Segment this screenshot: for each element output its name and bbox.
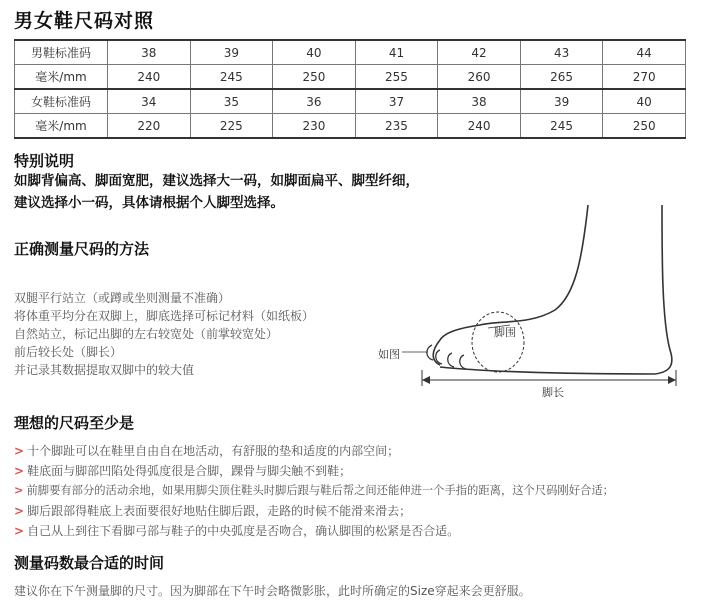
foot-drawing	[370, 200, 700, 400]
table-cell: 40	[603, 89, 686, 114]
table-cell: 34	[108, 89, 191, 114]
table-cell: 35	[190, 89, 273, 114]
table-cell: 260	[438, 65, 521, 90]
special-line-2: 建议选择小一码，具体请根据个人脚型选择。	[14, 195, 284, 211]
table-cell: 270	[603, 65, 686, 90]
bullet-arrow-icon: >	[14, 504, 25, 518]
table-cell: 38	[108, 40, 191, 65]
table-cell: 255	[355, 65, 438, 90]
table-cell: 245	[520, 114, 603, 139]
table-cell: 245	[190, 65, 273, 90]
table-cell: 40	[273, 40, 356, 65]
table-cell: 240	[438, 114, 521, 139]
table-cell: 44	[603, 40, 686, 65]
table-row	[15, 114, 686, 139]
table-cell: 230	[273, 114, 356, 139]
table-cell: 36	[273, 89, 356, 114]
table-cell: 225	[190, 114, 273, 139]
table-cell: 41	[355, 40, 438, 65]
size-chart-table	[14, 39, 686, 139]
table-cell: 43	[520, 40, 603, 65]
row-label: 女鞋标准码	[15, 89, 108, 114]
figure-label: 如图	[378, 348, 400, 361]
table-cell: 265	[520, 65, 603, 90]
table-cell: 42	[438, 40, 521, 65]
table-cell: 37	[355, 89, 438, 114]
table-row	[15, 89, 686, 114]
timing-heading: 测量码数最合适的时间	[14, 554, 165, 572]
table-cell: 38	[438, 89, 521, 114]
table-row	[15, 65, 686, 90]
row-label: 毫米/mm	[15, 114, 108, 139]
row-label: 毫米/mm	[15, 65, 108, 90]
ideal-item: > 自己从上到往下看脚弓部与鞋子的中央弧度是否吻合，确认脚围的松紧是否合适。	[14, 524, 460, 538]
length-label: 脚长	[542, 386, 564, 399]
measure-step: 并记录其数据提取双脚中的较大值	[14, 363, 195, 377]
measure-step: 前后较长处（脚长）	[14, 345, 123, 359]
ideal-item: > 鞋底面与脚部凹陷处得弧度很是合脚，踝骨与脚尖触不到鞋；	[14, 464, 352, 478]
measure-step: 双腿平行站立（或蹲或坐则测量不准确）	[14, 291, 231, 305]
foot-illustration	[370, 200, 700, 400]
bullet-arrow-icon: >	[14, 484, 24, 497]
row-label: 男鞋标准码	[15, 40, 108, 65]
table-cell: 250	[273, 65, 356, 90]
table-cell: 220	[108, 114, 191, 139]
table-cell: 39	[190, 40, 273, 65]
measure-step: 将体重平均分在双脚上，脚底选择可标记材料（如纸板）	[14, 309, 315, 323]
measure-heading: 正确测量尺码的方法	[14, 240, 150, 258]
special-heading: 特别说明	[14, 152, 75, 170]
ideal-item: > 前脚要有部分的活动余地，如果用脚尖顶住鞋头时脚后跟与鞋后帮之间还能伸进一个手指的距离，这个尺码刚好合适；	[14, 484, 614, 497]
table-cell: 235	[355, 114, 438, 139]
bullet-arrow-icon: >	[14, 524, 25, 538]
table-cell: 250	[603, 114, 686, 139]
special-line-1: 如脚背偏高、脚面宽肥，建议选择大一码，如脚面扁平、脚型纤细，	[14, 173, 419, 189]
ideal-heading: 理想的尺码至少是	[14, 414, 135, 432]
table-cell: 240	[108, 65, 191, 90]
table-cell: 39	[520, 89, 603, 114]
ideal-item: > 十个脚趾可以在鞋里自由自在地活动，有舒服的垫和适度的内部空间；	[14, 444, 400, 458]
girth-label: 脚围	[494, 326, 516, 339]
page-title: 男女鞋尺码对照	[14, 10, 155, 32]
ideal-item: > 脚后跟部得鞋底上表面要很好地贴住脚后跟，走路的时候不能滑来滑去；	[14, 504, 412, 518]
bullet-arrow-icon: >	[14, 464, 25, 478]
measure-step: 自然站立，标记出脚的左右较宽处（前掌较宽处）	[14, 327, 279, 341]
table-row	[15, 40, 686, 65]
bullet-arrow-icon: >	[14, 444, 25, 458]
timing-text: 建议你在下午测量脚的尺寸。因为脚部在下午时会略微影胀，此时所确定的Size穿起来会更舒服。	[14, 584, 531, 598]
